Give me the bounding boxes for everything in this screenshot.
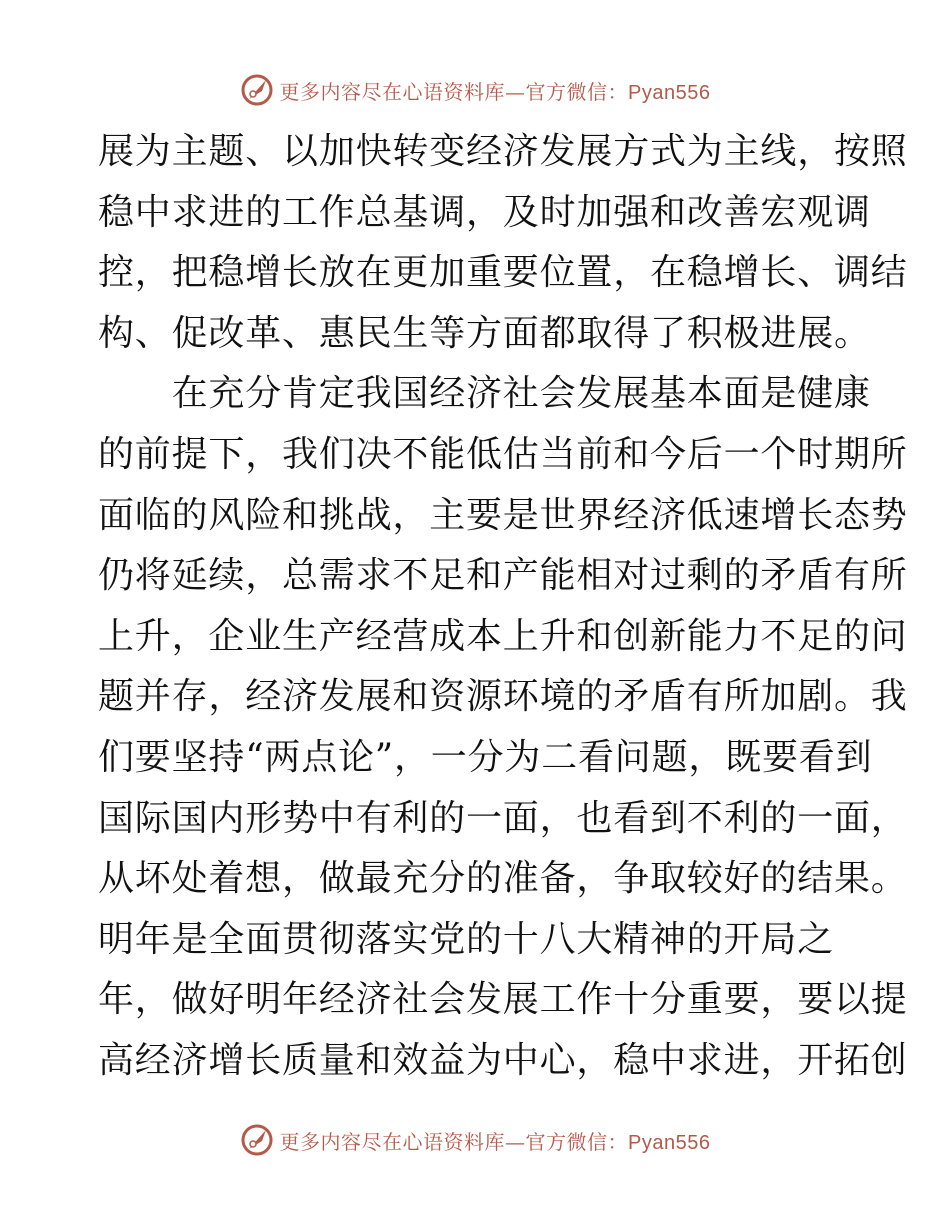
body-line: 国际国内形势中有利的一面，也看到不利的一面， [98, 797, 908, 839]
body-line: 年，做好明年经济社会发展工作十分重要，要以提 [98, 979, 908, 1021]
header-banner-text [280, 76, 711, 105]
body-line: 们要坚持“两点论”，一分为二看问题，既要看到 [98, 736, 873, 778]
body-line: 的前提下，我们决不能低估当前和今后一个时期所 [98, 433, 908, 475]
footer-banner-text [280, 1126, 711, 1155]
body-line: 控，把稳增长放在更加重要位置，在稳增长、调结 [98, 252, 908, 294]
body-line: 仍将延续，总需求不足和产能相对过剩的矛盾有所 [98, 555, 908, 597]
body-line: 面临的风险和挑战，主要是世界经济低速增长态势 [98, 494, 908, 536]
footer-banner [0, 1120, 950, 1160]
document-body [98, 122, 908, 1092]
header-wechat-text: 官方微信：Pyan556 [525, 81, 711, 104]
quill-logo-icon [240, 1123, 274, 1157]
footer-wechat-text: 官方微信：Pyan556 [525, 1131, 711, 1154]
body-line: 明年是全面贯彻落实党的十八大精神的开局之 [98, 918, 835, 960]
header-site-text: 更多内容尽在心语资料库 [279, 79, 506, 104]
body-line: 展为主题、以加快转变经济发展方式为主线，按照 [98, 131, 908, 172]
footer-site-text: 更多内容尽在心语资料库 [279, 1129, 506, 1154]
body-line: 题并存，经济发展和资源环境的矛盾有所加剧。我 [98, 676, 908, 718]
body-line: 构、促改革、惠民生等方面都取得了积极进展。 [98, 312, 871, 354]
body-line: 从坏处着想，做最充分的准备，争取较好的结果。 [98, 858, 908, 900]
quill-logo-icon [240, 73, 274, 107]
footer-dash: — [505, 1129, 526, 1154]
header-banner [0, 70, 950, 110]
body-line: 高经济增长质量和效益为中心，稳中求进，开拓创 [98, 1039, 908, 1081]
header-dash: — [505, 79, 526, 104]
body-line: 在充分肯定我国经济社会发展基本面是健康 [98, 373, 871, 415]
body-line: 稳中求进的工作总基调，及时加强和改善宏观调 [98, 191, 871, 233]
body-line: 上升，企业生产经营成本上升和创新能力不足的问 [98, 615, 908, 657]
